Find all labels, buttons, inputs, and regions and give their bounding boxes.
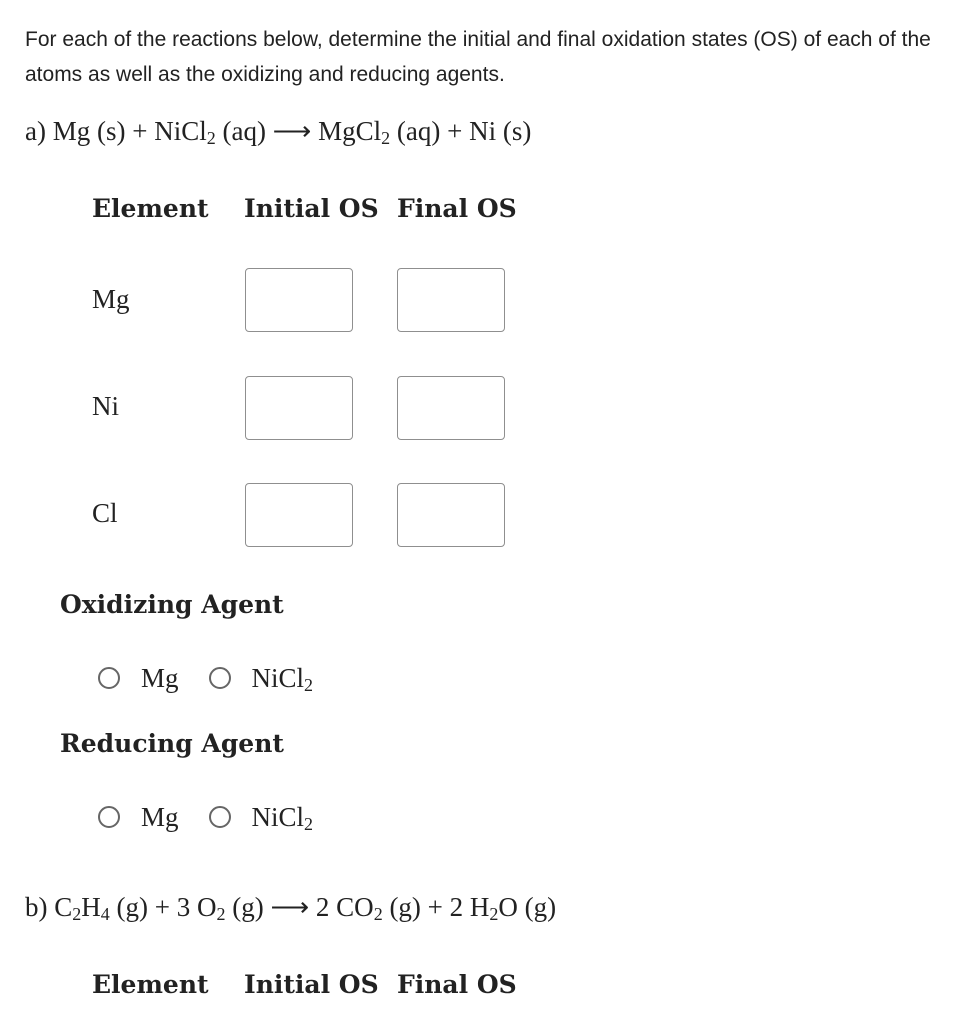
- reaction-a-equation: [25, 116, 531, 147]
- reducing-agent-title: Reducing Agent: [60, 729, 284, 758]
- radio-label: Mg: [141, 801, 179, 832]
- part-b-label: b): [25, 892, 48, 922]
- oxidizing-agent-option-nicl2[interactable]: [209, 663, 314, 694]
- reducing-agent-option-mg[interactable]: [98, 802, 179, 833]
- oxidizing-agent-title: Oxidizing Agent: [60, 590, 284, 619]
- mg-initial-os-input[interactable]: [245, 268, 353, 332]
- ni-final-os-input[interactable]: [397, 376, 505, 440]
- radio-label-text: NiCl: [251, 801, 305, 832]
- radio-label: [252, 663, 314, 694]
- radio-label-subscript: 2: [304, 674, 314, 695]
- reaction-a-subscript: 2: [206, 128, 216, 148]
- radio-label-text: NiCl: [251, 662, 305, 693]
- cl-initial-os-input[interactable]: [245, 483, 353, 547]
- instructions-text: For each of the reactions below, determine the initial and final oxidation states (OS) of each of the atoms as well as the oxidizing and reducing agents.: [25, 28, 931, 86]
- table-b-header-initial: Initial OS: [244, 970, 379, 999]
- reaction-b-subscript: 4: [100, 904, 110, 924]
- reaction-a-segment: (aq) ⟶ MgCl: [215, 116, 382, 146]
- radio-label: [252, 802, 314, 833]
- table-b-header-element: Element: [92, 970, 209, 999]
- radio-label-subscript: 2: [304, 813, 314, 834]
- cl-final-os-input[interactable]: [397, 483, 505, 547]
- reaction-b-segment: (g) + 2 H: [382, 892, 490, 922]
- reaction-b-subscript: 2: [72, 904, 82, 924]
- radio-label: Mg: [141, 662, 179, 693]
- table-b-header-final: Final OS: [397, 970, 517, 999]
- mg-final-os-input[interactable]: [397, 268, 505, 332]
- reaction-b-segment: C: [54, 892, 73, 922]
- reducing-agent-option-nicl2[interactable]: [209, 802, 314, 833]
- reaction-b-subscript: 2: [216, 904, 226, 924]
- ni-initial-os-input[interactable]: [245, 376, 353, 440]
- reaction-a-subscript: 2: [381, 128, 391, 148]
- radio-button[interactable]: [98, 806, 120, 828]
- table-a-header-final: Final OS: [397, 194, 517, 223]
- oxidizing-agent-radio-group: [98, 663, 343, 693]
- radio-button[interactable]: [209, 806, 231, 828]
- radio-button[interactable]: [98, 667, 120, 689]
- reaction-b-subscript: 2: [373, 904, 383, 924]
- reaction-b-subscript: 2: [489, 904, 499, 924]
- reaction-b-segment: (g) + 3 O: [109, 892, 217, 922]
- table-a-header-initial: Initial OS: [244, 194, 379, 223]
- reaction-b-segment: H: [81, 892, 101, 922]
- reaction-b-segment: (g) ⟶ 2 CO: [225, 892, 374, 922]
- element-label-mg: Mg: [92, 284, 130, 314]
- element-label-ni: Ni: [92, 391, 119, 421]
- element-label-cl: Cl: [92, 498, 118, 528]
- reaction-b-equation: [25, 892, 556, 923]
- reducing-agent-radio-group: [98, 802, 343, 832]
- reaction-b-segment: O (g): [498, 892, 557, 922]
- reaction-a-segment: (aq) + Ni (s): [390, 116, 532, 146]
- part-a-label: a): [25, 116, 46, 146]
- radio-button[interactable]: [209, 667, 231, 689]
- table-a-header-element: Element: [92, 194, 209, 223]
- reaction-a-segment: Mg (s) + NiCl: [52, 116, 207, 146]
- oxidizing-agent-option-mg[interactable]: [98, 663, 179, 694]
